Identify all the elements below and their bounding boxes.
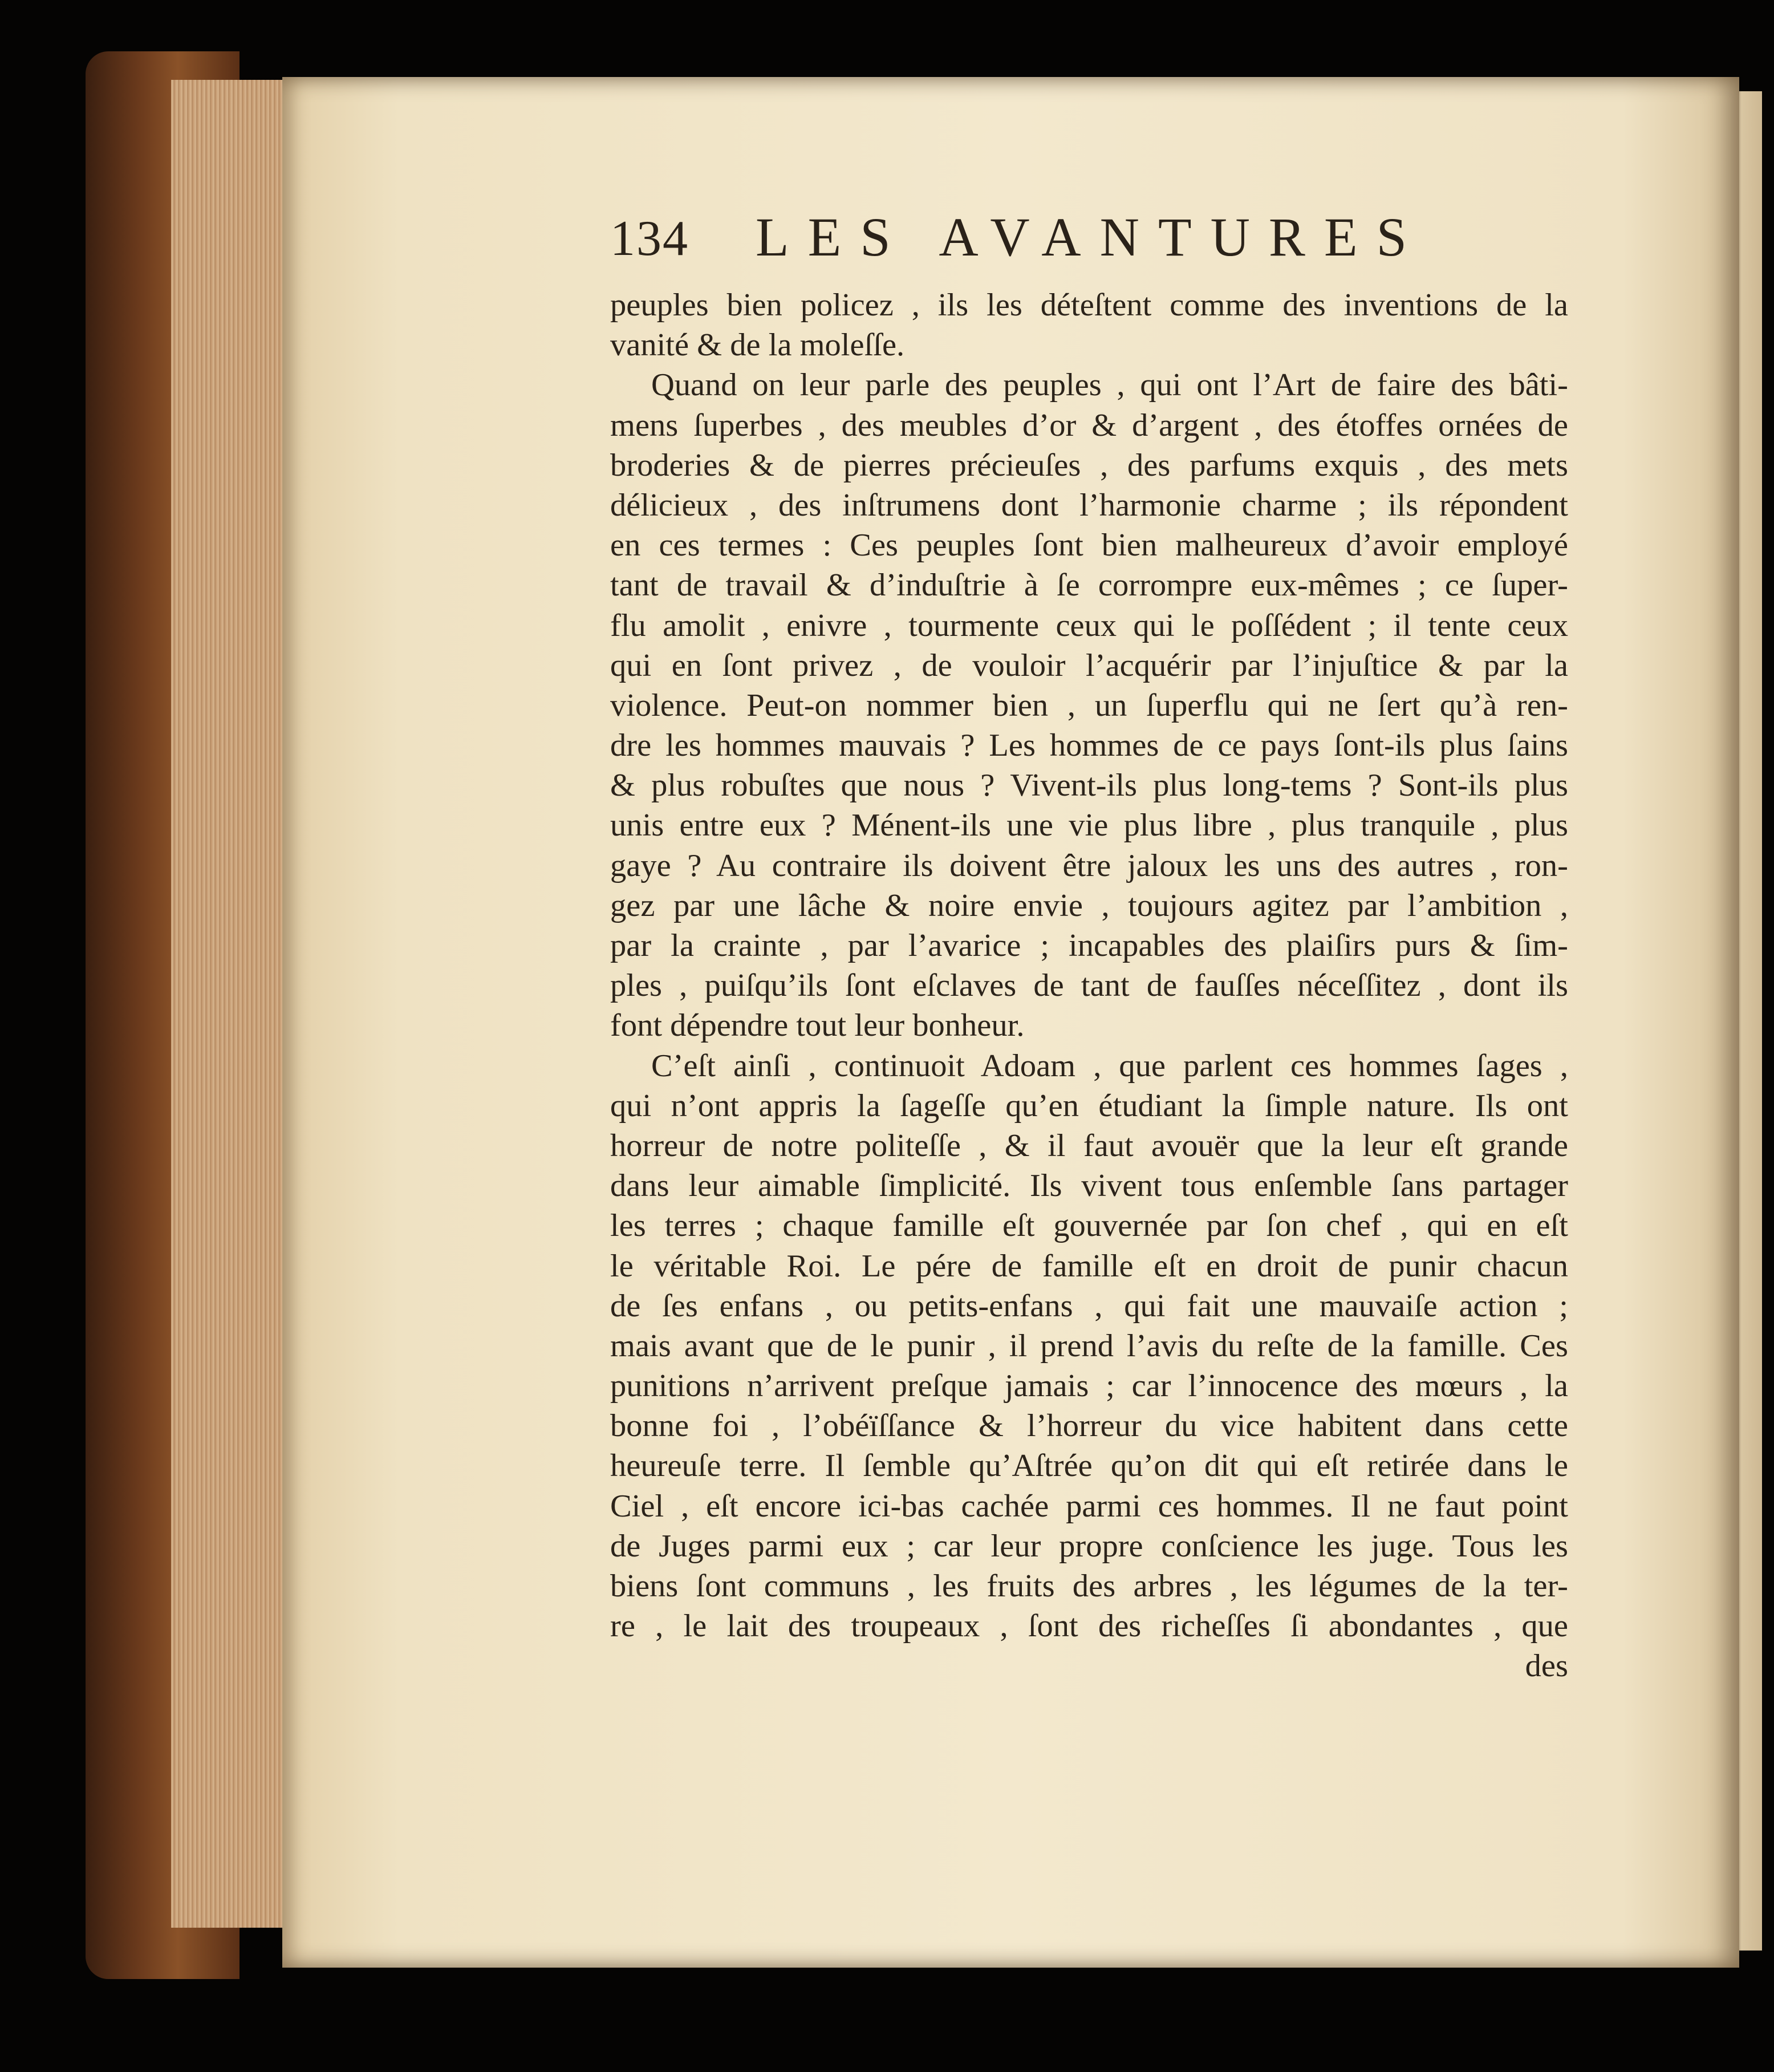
text-line: gez par une lâche & noire envie , toujours agitez par l’ambition , bbox=[610, 887, 1568, 923]
text-line: & plus robuſtes que nous ? Vivent-ils plus long-tems ? Sont-ils plus bbox=[610, 768, 1568, 804]
text-line: Quand on leur parle des peuples , qui ont l’Art de faire des bâti- bbox=[651, 367, 1568, 403]
text-line: qui n’ont appris la ſageſſe qu’en étudiant la ſimple nature. Ils ont bbox=[610, 1088, 1568, 1124]
text-line: violence. Peut-on nommer bien , un ſuperflu qui ne ſert qu’à ren- bbox=[610, 687, 1568, 723]
text-line: re , le lait des troupeaux , ſont des richeſſes ſi abondantes , que bbox=[610, 1608, 1568, 1644]
text-line: de ſes enfans , ou petits-enfans , qui fait une mauvaiſe action ; bbox=[610, 1288, 1568, 1324]
text-line: tant de travail & d’induſtrie à ſe corrompre eux-mêmes ; ce ſuper- bbox=[610, 567, 1568, 603]
text-line: C’eſt ainſi , continuoit Adoam , que parlent ces hommes ſages , bbox=[651, 1048, 1568, 1084]
text-line: peuples bien policez , ils les déteſtent comme des inventions de la bbox=[610, 287, 1568, 323]
text-line: les terres ; chaque famille eſt gouvernée par ſon chef , qui en eſt bbox=[610, 1208, 1568, 1244]
text-line: bonne foi , l’obéïſſance & l’horreur du vice habitent dans cette bbox=[610, 1408, 1568, 1444]
running-title: LES AVANTURES bbox=[756, 206, 1426, 267]
text-line: broderies & de pierres précieuſes , des parfums exquis , des mets bbox=[610, 447, 1568, 483]
page-number: 134 bbox=[610, 211, 689, 266]
text-line: par la crainte , par l’avarice ; incapables des plaiſirs purs & ſim- bbox=[610, 928, 1568, 963]
text-line: qui en ſont privez , de vouloir l’acquérir par l’injuſtice & par la bbox=[610, 647, 1568, 683]
text-line: mens ſuperbes , des meubles d’or & d’argent , des étoffes ornées de bbox=[610, 407, 1568, 443]
text-line: dre les hommes mauvais ? Les hommes de ce pays ſont-ils plus ſains bbox=[610, 728, 1568, 764]
body-text bbox=[610, 285, 1568, 1686]
text-line: en ces termes : Ces peuples ſont bien malheureux d’avoir employé bbox=[610, 528, 1568, 563]
text-line: vanité & de la moleſſe. bbox=[610, 327, 905, 363]
text-line: dans leur aimable ſimplicité. Ils vivent tous enſemble ſans partager bbox=[610, 1168, 1568, 1204]
text-line: mais avant que de le punir , il prend l’avis du reſte de la famille. Ces bbox=[610, 1328, 1568, 1364]
text-line: le véritable Roi. Le pére de famille eſt en droit de punir chacun bbox=[610, 1248, 1568, 1284]
text-line: heureuſe terre. Il ſemble qu’Aſtrée qu’on dit qui eſt retirée dans le bbox=[610, 1448, 1568, 1484]
text-line: horreur de notre politeſſe , & il faut avouër que la leur eſt grande bbox=[610, 1128, 1568, 1163]
text-line: biens ſont communs , les fruits des arbres , les légumes de la ter- bbox=[610, 1568, 1568, 1604]
text-line: punitions n’arrivent preſque jamais ; car l’innocence des mœurs , la bbox=[610, 1368, 1568, 1404]
page-edges bbox=[171, 80, 285, 1928]
catchword: des bbox=[1525, 1648, 1568, 1684]
text-line: unis entre eux ? Ménent-ils une vie plus libre , plus tranquile , plus bbox=[610, 808, 1568, 844]
text-line: délicieux , des inſtrumens dont l’harmonie charme ; ils répondent bbox=[610, 487, 1568, 523]
running-head bbox=[610, 205, 1568, 279]
text-line: ples , puiſqu’ils ſont eſclaves de tant de fauſſes néceſſitez , dont ils bbox=[610, 968, 1568, 1004]
text-line: flu amolit , enivre , tourmente ceux qui le poſſédent ; il tente ceux bbox=[610, 607, 1568, 643]
text-line: font dépendre tout leur bonheur. bbox=[610, 1008, 1025, 1044]
text-line: de Juges parmi eux ; car leur propre conſcience les juge. Tous les bbox=[610, 1528, 1568, 1564]
text-line: gaye ? Au contraire ils doivent être jaloux les uns des autres , ron- bbox=[610, 848, 1568, 883]
text-line: Ciel , eſt encore ici-bas cachée parmi ces hommes. Il ne faut point bbox=[610, 1488, 1568, 1524]
